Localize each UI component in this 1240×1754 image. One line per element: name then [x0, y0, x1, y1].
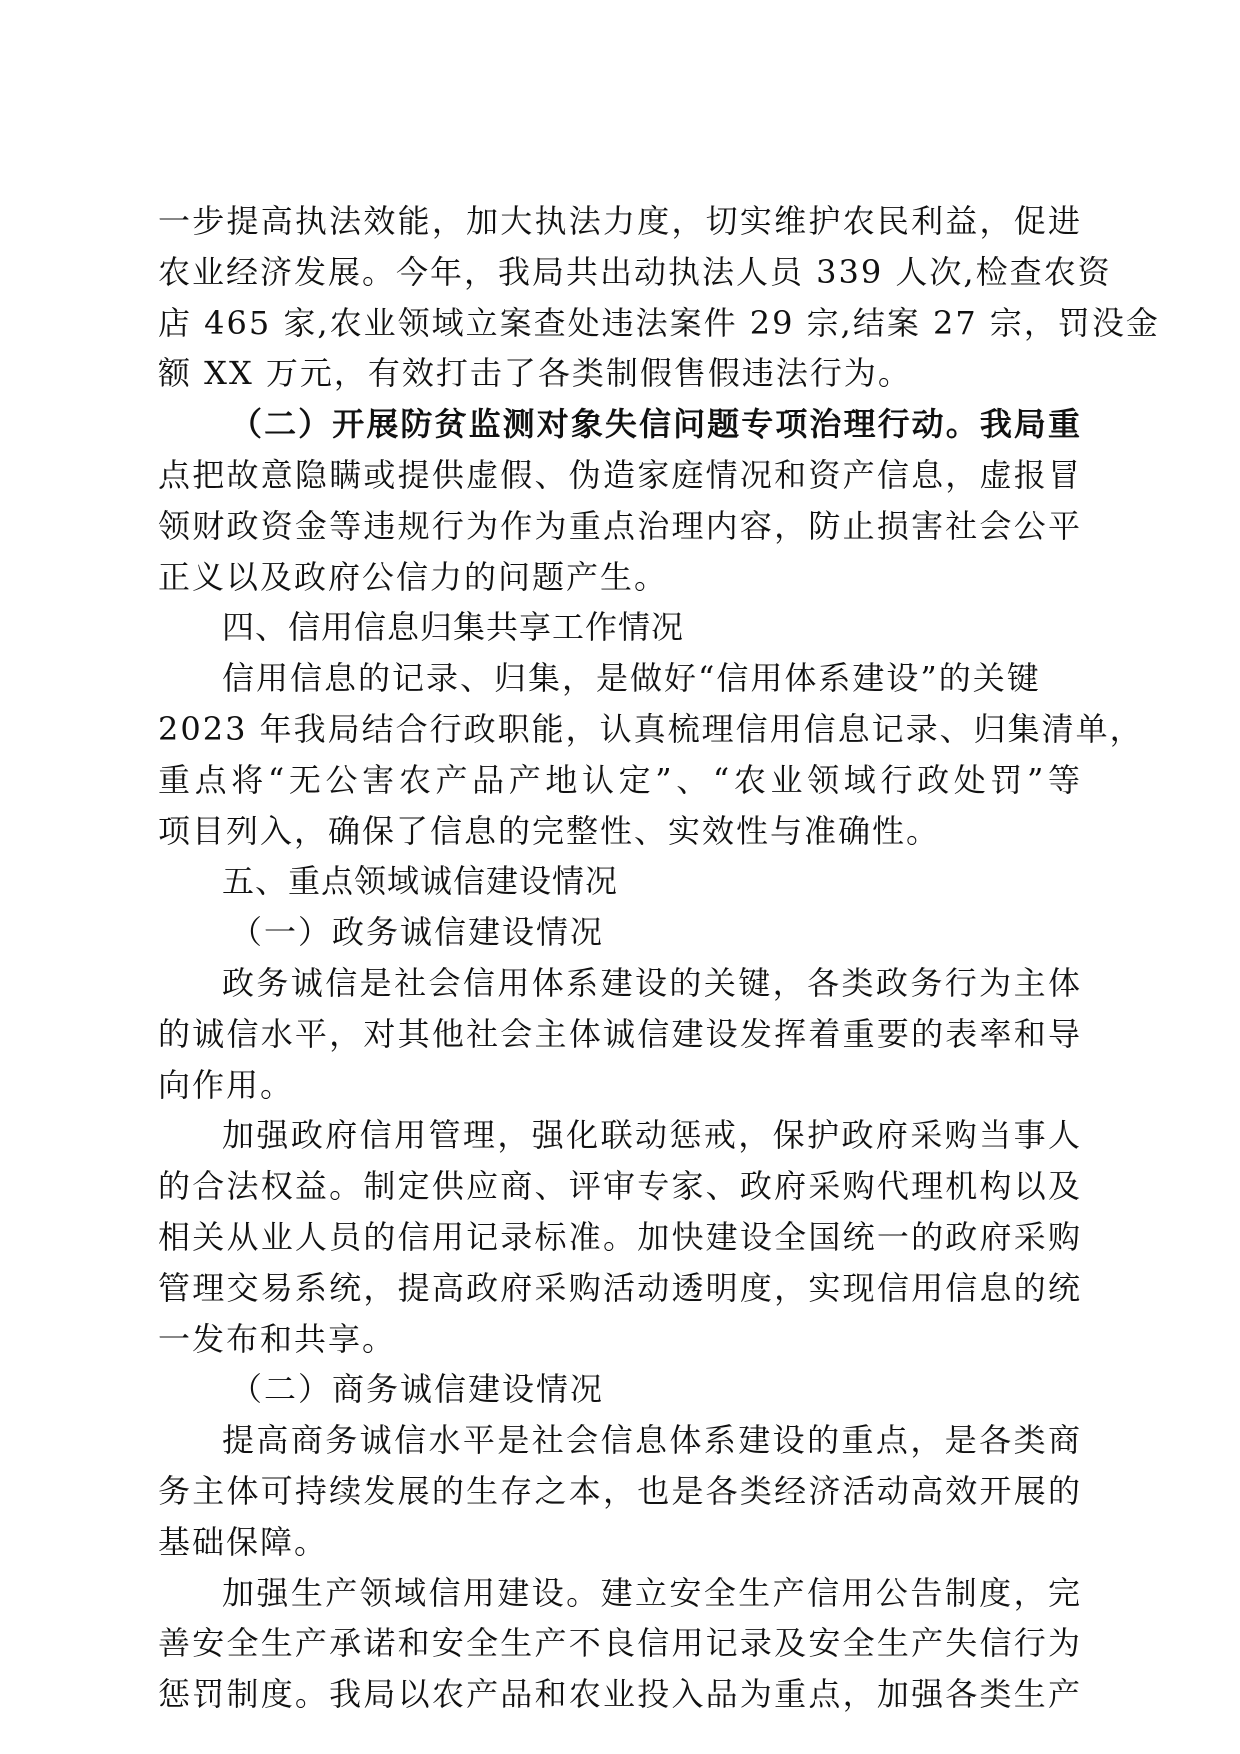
paragraph-line: 农业经济发展。今年，我局共出动执法人员 339 人次,检查农资 [158, 252, 1112, 291]
paragraph-line: 点把故意隐瞒或提供虚假、伪造家庭情况和资产信息，虚报冒 [158, 455, 1082, 494]
paragraph-line: 正义以及政府公信力的问题产生。 [158, 557, 669, 596]
paragraph-line: 管理交易系统，提高政府采购活动透明度，实现信用信息的统 [158, 1268, 1082, 1307]
subsection-heading-government-integrity: （一）政务诚信建设情况 [230, 913, 605, 952]
paragraph-line: 2023 年我局结合行政职能，认真梳理信用信息记录、归集清单， [158, 709, 1144, 748]
paragraph-line: 信用信息的记录、归集，是做好“信用体系建设”的关键 [222, 659, 1041, 698]
paragraph-line: 一步提高执法效能，加大执法力度，切实维护农民利益，促进 [158, 202, 1082, 240]
paragraph-line: 的诚信水平，对其他社会主体诚信建设发挥着重要的表率和导 [158, 1014, 1082, 1053]
section-heading-key-areas: 五、重点领域诚信建设情况 [222, 862, 619, 901]
paragraph-line: 领财政资金等违规行为作为重点治理内容，防止损害社会公平 [158, 506, 1082, 545]
subsection-heading-business-integrity: （二）商务诚信建设情况 [230, 1370, 605, 1409]
paragraph-line: 善安全生产承诺和安全生产不良信用记录及安全生产失信行为 [158, 1624, 1082, 1663]
paragraph-line: 惩罚制度。我局以农产品和农业投入品为重点，加强各类生产 [158, 1675, 1082, 1714]
paragraph-line: 相关从业人员的信用记录标准。加快建设全国统一的政府采购 [158, 1217, 1082, 1256]
paragraph-line: 一发布和共享。 [158, 1319, 397, 1358]
paragraph-line: 政务诚信是社会信用体系建设的关键，各类政务行为主体 [222, 963, 1082, 1002]
paragraph-line: 务主体可持续发展的生存之本，也是各类经济活动高效开展的 [158, 1471, 1082, 1510]
paragraph-line: 基础保障。 [158, 1522, 329, 1561]
paragraph-line: 向作用。 [158, 1065, 295, 1104]
paragraph-line: 重点将“无公害农产品产地认定”、“农业领域行政处罚”等 [158, 760, 1082, 799]
paragraph-line: 提高商务诚信水平是社会信息体系建设的重点，是各类商 [222, 1421, 1082, 1460]
paragraph-line: 加强政府信用管理，强化联动惩戒，保护政府采购当事人 [222, 1116, 1082, 1155]
section-heading-credit-info-sharing: 四、信用信息归集共享工作情况 [222, 608, 685, 647]
paragraph-line: 店 465 家,农业领域立案查处违法案件 29 宗,结案 27 宗，罚没金 [158, 303, 1160, 342]
paragraph-line: 的合法权益。制定供应商、评审专家、政府采购代理机构以及 [158, 1167, 1082, 1206]
document-page [158, 196, 1160, 1720]
paragraph-line: 额 XX 万元，有效打击了各类制假售假违法行为。 [158, 354, 912, 393]
paragraph-line: 项目列入，确保了信息的完整性、实效性与准确性。 [158, 811, 941, 850]
subsection-heading-line: （二）开展防贫监测对象失信问题专项治理行动。我局重 [230, 405, 1082, 444]
paragraph-line: 加强生产领域信用建设。建立安全生产信用公告制度，完 [222, 1573, 1082, 1612]
